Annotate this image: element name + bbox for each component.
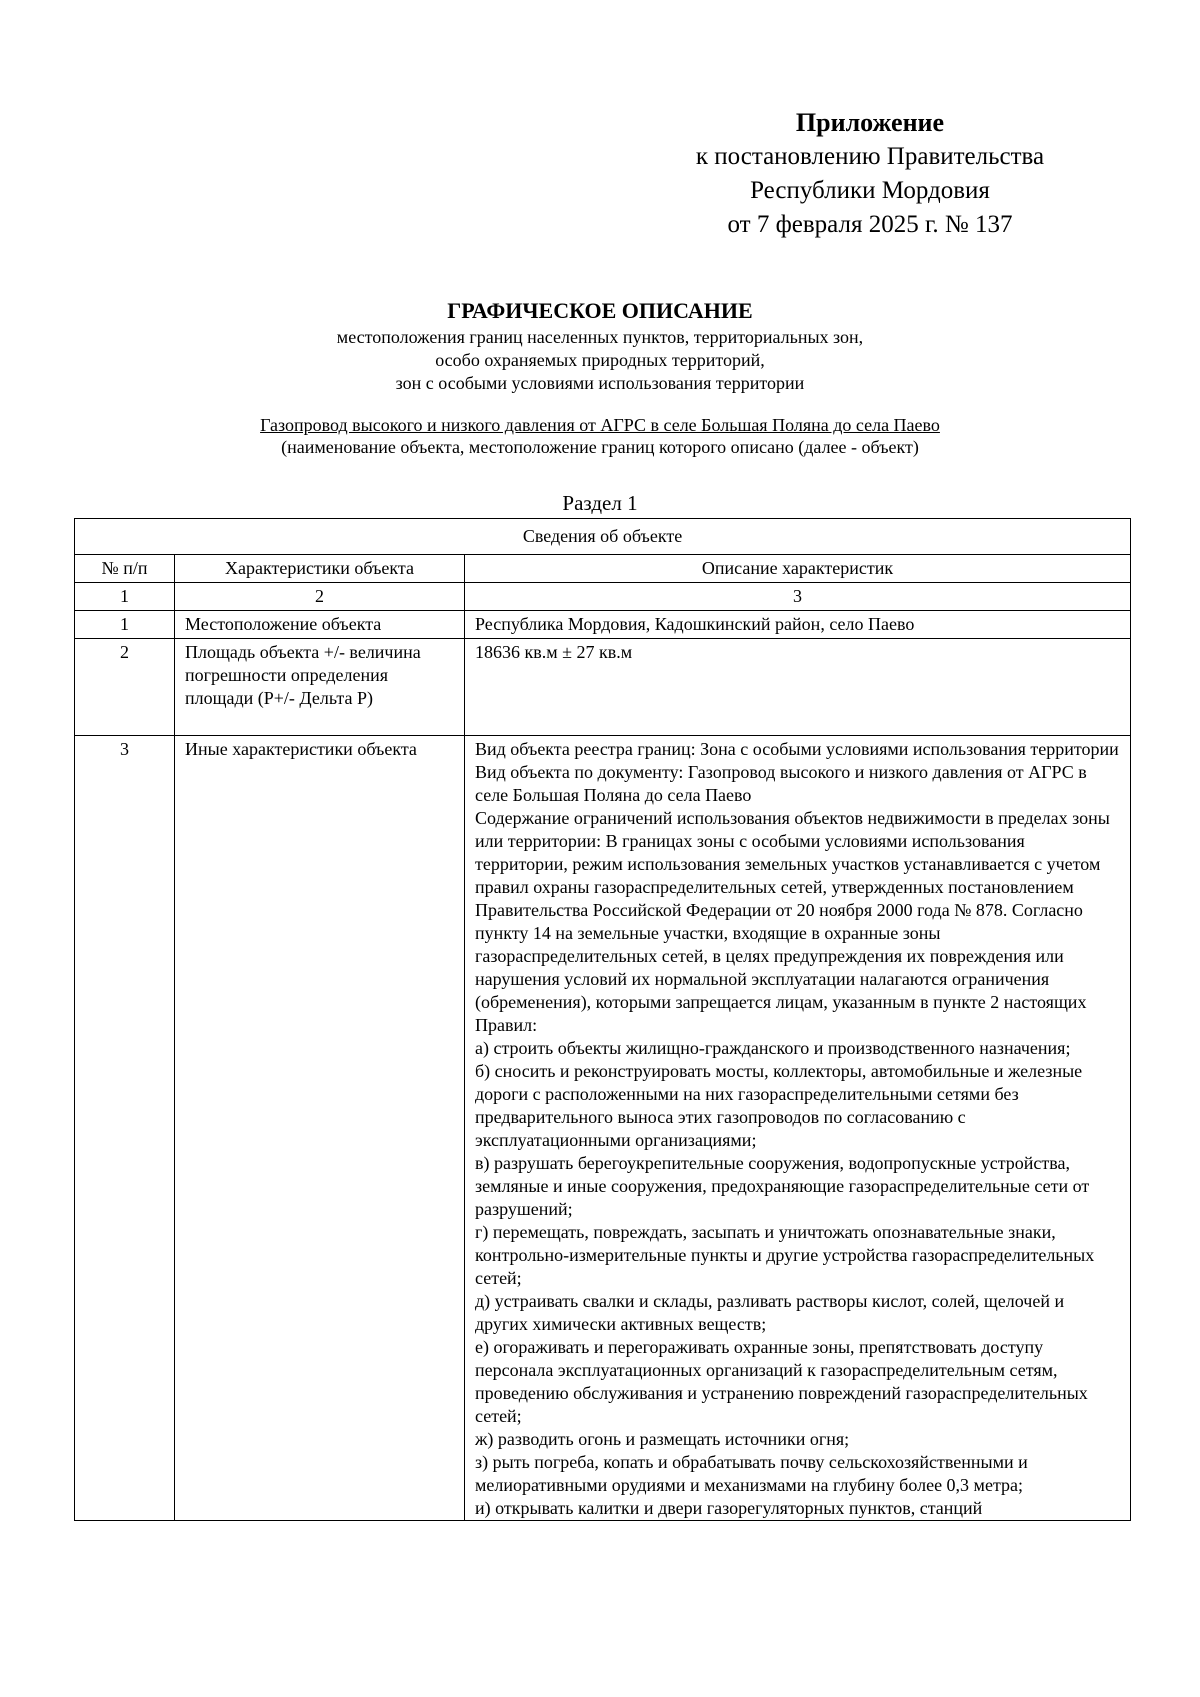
appendix-line: к постановлению Правительства [695, 143, 1045, 170]
column-number-cell: 2 [175, 583, 465, 611]
table-row [75, 611, 1131, 639]
object-name: Газопровод высокого и низкого давления от АГРС в селе Большая Поляна до села Паево [260, 415, 940, 435]
description-paragraph: а) строить объекты жилищно-гражданского и производственного назначения; [475, 1038, 1071, 1058]
object-name-caption: (наименование объекта, местоположение границ которого описано (далее - объект) [281, 437, 919, 457]
appendix-block [640, 106, 1100, 242]
section-label: Раздел 1 [562, 491, 638, 515]
appendix-heading: Приложение [795, 108, 945, 137]
characteristic-cell: Площадь объекта +/- величина погрешности определения площади (Р+/- Дельта Р) [175, 639, 465, 736]
document-title-block [100, 296, 1100, 395]
description-paragraph: Вид объекта по документу: Газопровод высокого и низкого давления от АГРС в селе Большая Поляна до села Паево [475, 762, 1087, 805]
table-row [75, 639, 1131, 736]
description-paragraph: и) открывать калитки и двери газорегуляторных пунктов, станций [475, 1498, 983, 1518]
description-paragraph: д) устраивать свалки и склады, разливать растворы кислот, солей, щелочей и других химически активных веществ; [475, 1291, 1065, 1334]
object-name-block [100, 414, 1100, 458]
table-header-cell: Характеристики объекта [175, 555, 465, 583]
table-header-cell: Описание характеристик [465, 555, 1131, 583]
description-paragraph: е) огораживать и перегораживать охранные зоны, препятствовать доступу персонала эксплуатационных организаций к газораспределительным сетям, проведению обслуживания и устранению повреждений газораспределительных сетей; [475, 1337, 1088, 1426]
column-number-cell: 1 [75, 583, 175, 611]
column-number-cell: 3 [465, 583, 1131, 611]
row-number-cell: 1 [75, 611, 175, 639]
description-paragraph: з) рыть погреба, копать и обрабатывать почву сельскохозяйственными и мелиоративными орудиями и механизмами на глубину более 0,3 метра; [475, 1452, 1028, 1495]
description-paragraph: Содержание ограничений использования объектов недвижимости в пределах зоны или территории: В границах зоны с особыми условиями использования территории, режим использования земельных участков устанавливается с учетом правил охраны газораспределительных сетей, утвержденных постановлением Правительства Российской Федерации от 20 ноября 2000 года № 878. Согласно пункту 14 на земельные участки, входящие в охранные зоны газораспределительных сетей, в целях предупреждения их повреждения или нарушения условий их нормальной эксплуатации налагаются ограничения (обременения), которыми запрещается лицам, указанным в пункте 2 настоящих Правил: [475, 808, 1110, 1035]
appendix-line: Республики Мордовия [750, 177, 990, 204]
table-row [75, 736, 1131, 1521]
row-number-cell: 2 [75, 639, 175, 736]
row-number-cell: 3 [75, 736, 175, 1521]
description-paragraph: б) сносить и реконструировать мосты, коллекторы, автомобильные и железные дороги с расположенными на них газораспределительными сетями без предварительного выноса этих газопроводов по согласованию с эксплуатационными организациями; [475, 1061, 1083, 1150]
document-title: ГРАФИЧЕСКОЕ ОПИСАНИЕ [447, 298, 753, 323]
appendix-line: от 7 февраля 2025 г. № 137 [727, 211, 1013, 238]
table-column-numbers-row [75, 583, 1131, 611]
description-paragraph: ж) разводить огонь и размещать источники огня; [475, 1429, 850, 1449]
description-cell: Республика Мордовия, Кадошкинский район, село Паево [465, 611, 1131, 639]
document-subtitle-line: зон с особыми условиями использования территории [395, 373, 805, 393]
table-header-row [75, 555, 1131, 583]
description-cell: 18636 кв.м ± 27 кв.м [465, 639, 1131, 736]
characteristic-cell: Иные характеристики объекта [175, 736, 465, 1521]
characteristic-cell: Местоположение объекта [175, 611, 465, 639]
description-paragraph: в) разрушать берегоукрепительные сооружения, водопропускные устройства, земляные и иные сооружения, предохраняющие газораспределительные сети от разрушений; [475, 1153, 1090, 1219]
description-paragraph: Вид объекта реестра границ: Зона с особыми условиями использования территории [475, 739, 1119, 759]
table-caption: Сведения об объекте [75, 519, 1131, 555]
description-cell [465, 736, 1131, 1521]
object-info-table [74, 518, 1131, 1521]
table-caption-row [75, 519, 1131, 555]
description-paragraph: г) перемещать, повреждать, засыпать и уничтожать опознавательные знаки, контрольно-измерительные пункты и другие устройства газораспределительных сетей; [475, 1222, 1095, 1288]
document-subtitle-line: особо охраняемых природных территорий, [435, 350, 765, 370]
table-header-cell: № п/п [75, 555, 175, 583]
document-subtitle-line: местоположения границ населенных пунктов, территориальных зон, [336, 327, 864, 347]
